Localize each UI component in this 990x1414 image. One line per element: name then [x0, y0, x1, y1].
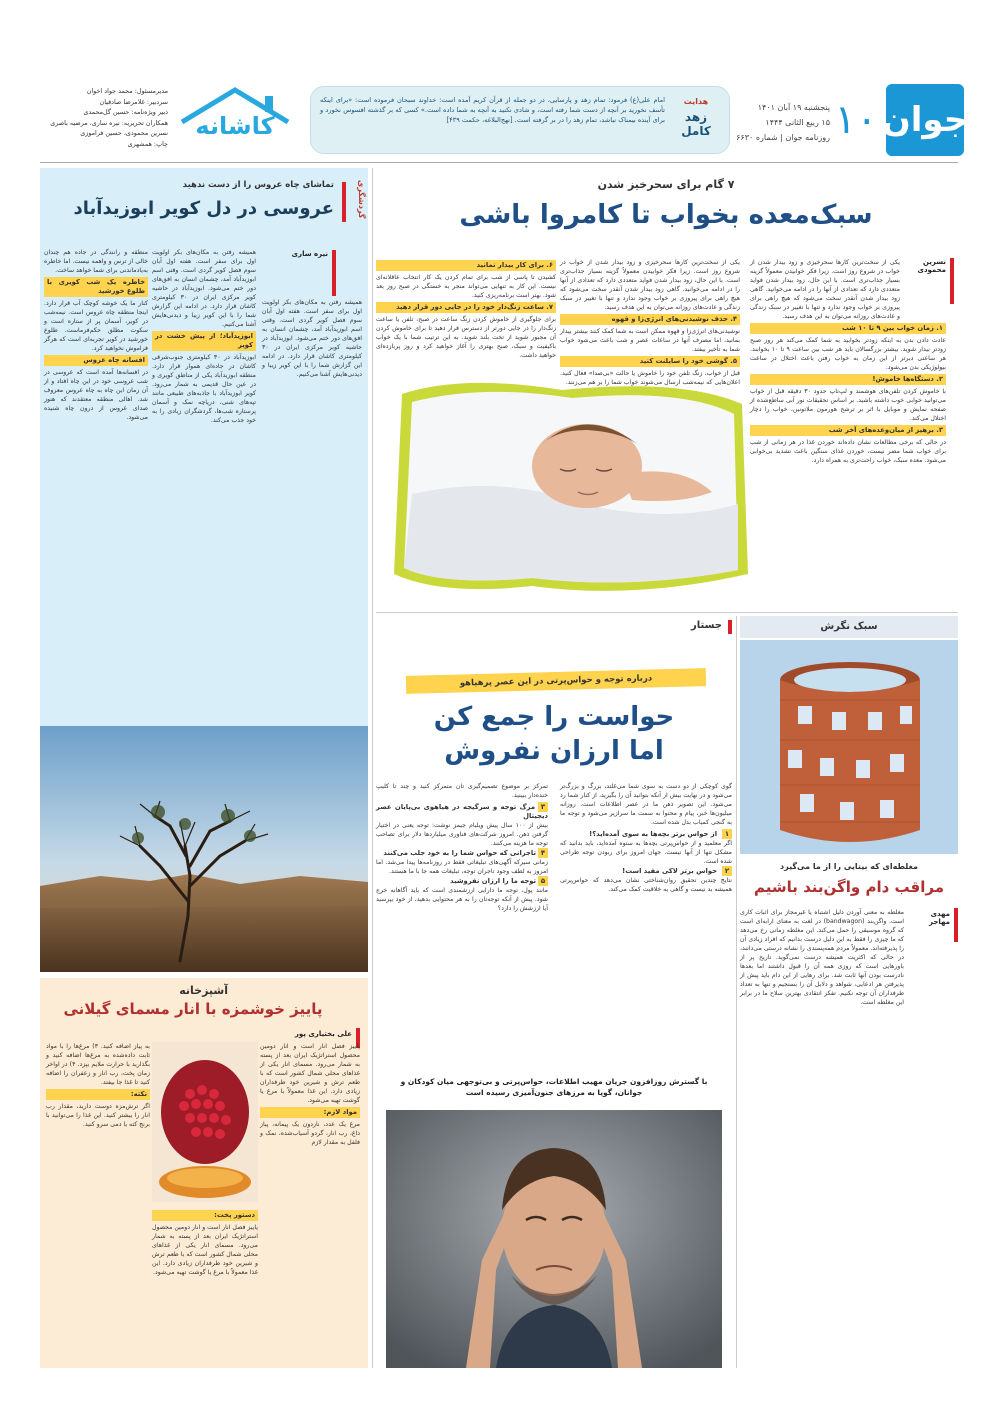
desert-col-middle: [152, 248, 256, 718]
view-kicker: مغلطه‌ای که بینایی را از ما می‌گیرد: [779, 862, 918, 871]
tip-title: ۶. برای کار بیدار نمانید: [376, 260, 556, 271]
credit-line: نسرین محمودی، حسین فراموزی: [80, 129, 168, 137]
sleep-kicker: ۷ گام برای سحرخیز شدن: [597, 178, 735, 191]
focus-col-right: [560, 782, 732, 1072]
focus-body: تمرکز بر موضوع تصمیم‌گیری تان متمرکز کنید و چند تا کلیپ خنده‌دار ببینید.: [376, 783, 548, 799]
tip-title: ۲. دستگاه‌ها خاموش!: [750, 374, 946, 385]
kashaneh-logo: [170, 82, 300, 154]
section-bar: [728, 620, 732, 634]
tip-body: در حالی که برخی مطالعات نشان داده‌اند خوردن غذا در هر زمانی از شب برای خواب شما مضر نیست، خوردن غذای سنگین باعث تشدید بی‌خوابی می‌شود. معده سبک، خواب راحت‌تری به همراه دارد.: [750, 439, 946, 464]
logo-text: جوان: [881, 100, 969, 140]
focus-subhead-4: تاجرانی که حواس شما را به خود جلب می‌کنند: [383, 849, 537, 857]
credit-line: چاپ: همشهری: [127, 139, 168, 148]
focus-col-left: [376, 782, 548, 1072]
desert-col-right: [262, 298, 362, 718]
desert-body: در افسانه‌ها آمده است که عروسی در شب عروسی خود در این چاه افتاد و از آن زمان این چاه به چاه عروس معروف شد. اهالی منطقه معتقدند که هنوز صدای عروس از درون چاه شنیده می‌شود.: [44, 369, 148, 421]
brick-tower-image: [740, 640, 958, 854]
focus-subhead-5: توجه ما را ارزان نفروشید: [450, 877, 537, 885]
item-number: ۱: [722, 829, 732, 839]
tip-title: ۷. ساعت زنگ‌دار خود را در جایی دور قرار دهید: [376, 302, 556, 313]
item-number: ۳: [538, 802, 548, 812]
date-block: [730, 100, 830, 145]
date-line-2: ۱۵ ربیع الثانی ۱۴۴۴: [765, 118, 830, 127]
desert-body: کنار ما یک خوشه کوچک آب قرار دارد. اینجا منطقه چاه عروس است. نیمه‌شب در کویر، آسمان پر از ستاره است و سکوت مطلق حکم‌فرماست. طلوع خورشید در کویر تجربه‌ای است که هرگز فراموش نخواهید کرد.: [44, 300, 148, 352]
view-header: [740, 616, 958, 638]
desert-tree-image: [40, 726, 368, 972]
recipe-col-left: [46, 1042, 150, 1358]
tip-body: عادت دادن بدن به اینکه زودتر بخوابید به شما کمک می‌کند هر روز صبح زودتر بیدار شوید. بیشتر بزرگسالان باید هر شب بین ساعت ۹ تا ۱۰ بخوابند. هر ساعتی دیرتر از این زمان به خواب رفتن باعث اختلال در ساعت بیولوژیکی بدن می‌شود.: [750, 337, 946, 371]
sleep-col-middle: [560, 258, 740, 386]
recipe-ingredients-title: مواد لازم:: [260, 1107, 360, 1118]
focus-body: اگر معلمید و از حواس‌پرتی بچه‌ها به ستوه آمده‌اید، باید بدانید که مشکل تنها از آنها نیست. جهان امروز برای ربودن توجه طراحی شده است.: [560, 840, 732, 865]
tip-title: ۳. برهیز از میان‌وعده‌های آخر شب: [750, 425, 946, 436]
focus-kicker: درباره توجه و حواس‌پرتی در این عصر پرهیاهو: [406, 668, 706, 694]
credit-line: سردبیر: غلامرضا صادقیان: [99, 97, 168, 106]
tip-body: با خاموش کردن تلفن‌های هوشمند و لپ‌تاپ حدود ۳۰ دقیقه قبل از خواب می‌توانید خوابی خوب داشته باشید. بر اساس تحقیقات نور آبی ساطع‌شده از صفحه نمایش و موبایل با اثر بر ترشح هورمون ملاتونین، خواب را دچار اختلال می‌کند.: [750, 388, 946, 422]
view-author: مهدی مهاجر: [929, 910, 950, 926]
date-line-3: روزنامه جوان | شماره ۶۶۳۰: [736, 133, 830, 142]
author-bar: [950, 258, 954, 304]
desert-kicker: تماشای چاه عروس را از دست ندهید: [182, 180, 334, 190]
quote-text: امام علی(ع) فرمود: تمام زهد و پارسایی، در دو جمله از قرآن کریم آمده است: خداوند سبحان فرموده است: «برای اینکه تأسف نخورید بر آنچه از دست شما رفته است، و شادی نکنید به آنچه به شما داده است.» کسی که بر گذشته افسوس نخورد و برای آینده بیمناک نباشد، تمام زهد را در بر گرفته است. [نهج‌البلاغه، حکمت ۴۳۹]: [320, 96, 665, 124]
desert-subhead-2: خاطره یک شب کویری با طلوع خورشید: [44, 277, 148, 297]
tip-body: نوشیدنی‌های انرژی‌زا و قهوه ممکن است به شما کمک کنند بیشتر بیدار بمانید، اما مصرف آنها در ساعات عصر و شب باعث می‌شود خواب شما به تأخیر بیفتد.: [560, 328, 740, 353]
recipe-body: پاییز فصل انار است و انار دومین محصول استراتژیک ایران بعد از پسته به شمار می‌رود. مسمای انار یکی از غذاهای محلی شمال کشور است که با طعم ترش و شیرین خود طرفداران زیادی دارد. این غذا معمولاً با مرغ یا گوشت تهیه می‌شود.: [260, 1043, 360, 1104]
sleep-col-right: [750, 258, 946, 602]
quote-label-top: هدایت: [683, 97, 709, 106]
tip-title: ۵. گوشی خود را سایلنت کنید: [560, 356, 740, 367]
focus-subhead-3: مرگ توجه و سرگیجه در هیاهوی بی‌پایان عصر دیجیتال: [376, 803, 548, 820]
credit-line: همکاران تحریریه: نیره ساری، مرضیه باصری: [50, 118, 168, 127]
item-number: ۵: [538, 876, 548, 886]
date-line-1: پنجشنبه ۱۹ آبان ۱۴۰۱: [757, 103, 830, 112]
recipe-author: علی بختیاری پور: [294, 1030, 352, 1038]
divider: [376, 612, 958, 613]
tip-body: برای جلوگیری از خاموش کردن زنگ ساعت در صبح، تلفن یا ساعت زنگ‌دار را در جایی دورتر از دسترس قرار دهید تا برای خاموش کردن آن مجبور شوید از تخت بلند شوید.: [376, 316, 557, 341]
tip-body: کشیدن تا پاسی از شب برای تمام کردن یک کار انتخاب عاقلانه‌ای نیست. این کار به تنهایی می‌تواند منجر به خستگی در صبح روز بعد شود. بهتر است برنامه‌ریزی کنید.: [376, 274, 556, 299]
divider: [40, 162, 958, 163]
quote-box: [310, 86, 730, 154]
javan-logo: [881, 84, 969, 156]
sleeping-man-image: [382, 374, 756, 600]
desert-title: عروسی در دل کویر ابوزیدآباد: [73, 198, 334, 219]
recipe-ingredients: مرغ یک عدد، ناردون یک پیمانه، پیاز داغ، رب انار، گردو آسیاب‌شده، نمک و فلفل به مقدار لازم: [260, 1121, 360, 1146]
desert-col-left: [44, 248, 148, 718]
focus-section: جستار: [691, 620, 722, 631]
sleeping-man-photo: [382, 374, 756, 600]
item-number: ۴: [538, 848, 548, 858]
quote-label-bottom: زهد کامل: [681, 110, 711, 138]
wagon-photo: [740, 640, 958, 854]
author-bar: [954, 908, 958, 942]
sleep-intro: یکی از سخت‌ترین کارها سحرخیزی و زود بیدار شدن از خواب در شروع روز است. زیرا فکر خوابیدن معمولاً گزینه بسیار جذاب‌تری است. با این حال، زود بیدار شدن فواید متعددی دارد که تعدادی از آنها را در ادامه می‌خوانید. گاهی زود بیدار شدن آنقدر سخت می‌شود که هیچ راهی برای پیروزی بر خواب وجود ندارد و تنها با تغییر در سبک زندگی و عادت‌های روزانه می‌توان به این هدف رسید.: [560, 259, 740, 311]
item-number: ۲: [722, 866, 732, 876]
page-number: ۱۰: [834, 97, 878, 143]
desert-subhead-3: افسانه چاه عروس: [44, 355, 148, 366]
sleep-title: سبک‌معده بخواب تا کامروا باشی: [459, 200, 873, 230]
sleep-tail: به این ترتیب شما با یک خواب باکیفیت و سبک، صبح بهتری را آغاز خواهید کرد و روز پربازده‌ای خواهید داشت.: [376, 334, 556, 359]
view-body: [740, 908, 950, 1370]
sleep-intro: یکی از سخت‌ترین کارها سحرخیزی و زود بیدار شدن از خواب در شروع روز است. زیرا فکر خوابیدن معمولاً گزینه بسیار جذاب‌تری است. با این حال، زود بیدار شدن فواید متعددی دارد که تعدادی از آنها را در ادامه می‌خوانید. گاهی زود بیدار شدن آنقدر سخت می‌شود که هیچ راهی برای پیروزی بر خواب وجود ندارد و تنها با تغییر در سبک زندگی و عادت‌های روزانه می‌توان به این هدف رسید.: [750, 259, 900, 320]
desert-body: همیشه رفتن به مکان‌های بکر اولویت اول برای سفر است. هفته اول آبان سوم فصل کویر گردی است. وقتی اسم ابوزیدآباد آمد، چشمان انسان به افق‌های دور ختم می‌شود. ابوزیدآباد در حاشیه کویر مرکزی ایران در ۳۰ کیلومتری کاشان قرار دارد. در ادامه این گزارش شما را با این کویر زیبا و دیدنی‌هایش آشنا می‌کنیم.: [152, 249, 256, 328]
divider: [372, 168, 373, 1368]
pomegranate-photo: [152, 1042, 258, 1202]
quote-label: [671, 97, 721, 138]
focus-subhead-1: از حواس برتر بچه‌ها به سوی آمده‌اید؟!: [589, 830, 718, 838]
desert-body: منطقه و رانندگی در جاده هم چندان خالی از ترس و واهمه نیست. اما خاطره به‌یادماندنی برای شما خواهد ساخت.: [44, 249, 148, 274]
divider: [736, 616, 737, 1368]
focus-body: گوی کوچکی از دو دست به سوی شما می‌غلتد، بزرگ و بزرگ‌تر می‌شود و در نهایت بیش از آنکه بتوانید آن را بگیرید، از کنار شما رد می‌شود. این تصویر ذهن ما در عصر اطلاعات است. روزانه میلیون‌ها خبر، پیام و محتوا به سمت ما سرازیر می‌شود و توجه ما به گنجی کمیاب بدل شده است.: [560, 783, 732, 826]
recipe-col-middle: [152, 1208, 258, 1358]
focus-body: زمانی سیرکه آگهی‌های تبلیغاتی فقط در روزنامه‌ها پیدا می‌شد. اما امروز به لطف وجود تاجران توجه، تبلیغات همه جا با ما هستند.: [376, 859, 548, 875]
view-body-text: مغلطه به معنی آوردن دلیل اشتباه یا غیرمجاز برای اثبات کاری است. واگن‌بند (bandwagon) در لغت به معنای ارابه‌ای است که گروه موسیقی را حمل می‌کند. این مغلطه زمانی رخ می‌دهد که ما چیزی را فقط به این دلیل درست بدانیم که افراد زیادی آن را پذیرفته‌اند. معمولاً مردم همه‌پسندی را نشانه درستی می‌دانند، در حالی که اکثریت همیشه درست نمی‌گوید. تاریخ پر از باورهایی است که روزی همه آن را قبول داشتند اما بعدها نادرست بودن آنها ثابت شد. برای رهایی از این دام باید پیش از پذیرفتن هر ادعایی، شواهد و دلایل آن را بسنجیم و تنها به تعداد طرفداران آن توجه نکنیم. تفکر انتقادی بهترین سلاح ما در برابر این مغلطه است.: [740, 909, 904, 1006]
view-article: [740, 616, 958, 1370]
tip-title: ۴. حذف نوشیدنی‌های انرژی‌زا و قهوه: [560, 314, 740, 325]
focus-title-2: اما ارزان نفروش: [444, 736, 664, 766]
sleep-article: [376, 168, 958, 608]
sleep-author: نسرین محمودی: [917, 258, 946, 274]
recipe-title: پاییز خوشمزه با انار مسمای گیلانی: [63, 1000, 323, 1018]
recipe-steps-title: دستور پخت:: [152, 1210, 258, 1221]
recipe-body: پاییز فصل انار است و انار دومین محصول استراتژیک ایران بعد از پسته به شمار می‌رود. مسمای انار یکی از غذاهای محلی شمال کشور است که با طعم ترش و شیرین خود طرفداران زیادی دارد. این غذا معمولاً با مرغ یا گوشت تهیه می‌شود.: [152, 1224, 258, 1276]
focus-title-1: حواست را جمع کن: [433, 702, 675, 732]
author-bar: [332, 250, 336, 296]
recipe-article: [40, 978, 368, 1368]
accent-bar: [342, 182, 346, 222]
focus-body: مانند پول، توجه ما دارایی ارزشمندی است که باید آگاهانه خرج شود. پیش از آنکه توجه‌تان را به هر محتوایی بدهید، از خود بپرسید آیا ارزشش را دارد؟: [376, 887, 548, 912]
focus-caption: با گسترش روزافزون جریان مهیب اطلاعات، حواس‌پرتی و بی‌توجهی میان کودکان و جوانان، گویا به مرزهای جنون‌آمیزی رسیده است: [400, 1077, 708, 1097]
kashaneh-text: کاشانه: [195, 112, 275, 140]
focus-subhead-2: حواس برتر لاکی مفید است!: [622, 867, 718, 875]
view-section: سبک نگرش: [820, 621, 878, 632]
pomegranate-image: [152, 1042, 258, 1202]
desert-photo: [40, 726, 368, 972]
focus-body: نتایج چندین تحقیق روان‌شناختی نشان می‌دهد که حواس‌پرتی همیشه بد نیست و گاهی به خلاقیت کمک می‌کند.: [560, 877, 732, 893]
desert-body: همیشه رفتن به مکان‌های بکر اولویت اول برای سفر است. هفته اول آبان سوم فصل کویر گردی است. وقتی اسم ابوزیدآباد آمد، چشمان انسان به افق‌های دور ختم می‌شود. ابوزیدآباد در حاشیه کویر مرکزی ایران در ۳۰ کیلومتری کاشان قرار دارد. در ادامه این گزارش شما را با این کویر زیبا و دیدنی‌هایش آشنا می‌کنیم.: [262, 299, 362, 378]
recipe-tips: اگر ترش‌مزه دوست دارید، مقدار رب انار را بیشتر کنید. این غذا را می‌توانید با برنج کته یا دمی سرو کنید.: [46, 1103, 150, 1128]
recipe-section: آشپزخانه: [179, 984, 228, 997]
recipe-tips-title: نکته:: [46, 1089, 150, 1100]
credit-line: دبیر ویژه‌نامه: حسین گل‌محمدی: [83, 108, 168, 116]
credit-line: مدیرمسئول: محمد جواد اخوان: [86, 87, 168, 95]
masthead: [0, 0, 990, 160]
focus-body: بیش از ۱۰۰ سال پیش ویلیام جیمز نوشت: توجه یعنی در اختیار گرفتن ذهن. امروز شرکت‌های فناوری میلیاردها دلار برای تصاحب توجه ما هزینه می‌کنند.: [376, 822, 548, 847]
stressed-man-image: [386, 1110, 722, 1368]
tip-title: ۱. زمان خواب بین ۹ تا ۱۰ شب: [750, 323, 946, 334]
stressed-man-photo: [386, 1110, 722, 1368]
credits: [40, 86, 168, 149]
sleep-col-left: [376, 258, 556, 370]
view-title: مراقب دام واگن‌بند باشیم: [754, 878, 944, 896]
section-label: گردشگری: [357, 180, 366, 219]
recipe-col-right: [260, 1042, 360, 1358]
desert-body: ابوزیدآباد در ۳۰ کیلومتری جنوب‌شرقی کاشان در جاده‌ای هموار قرار دارد. منطقه ابوزیدآباد یکی از مناطق کویری و در عین حال قدیمی به شمار می‌رود. کویر ابوزیدآباد با جاذبه‌های طبیعی مانند تپه‌های شنی، دریاچه نمک و آسمان پرستاره شب‌ها، گردشگران زیادی را به خود جذب می‌کند.: [152, 354, 256, 424]
desert-article: [40, 168, 368, 972]
desert-author: نیره ساری: [291, 250, 328, 258]
recipe-body: به پیاز اضافه کنید. ۳) مرغ‌ها را با مواد ثابت داده‌شده به مرغ‌ها اضافه کنید و بگذارید با حرارت ملایم بپزد. ۴) در اواخر زمان پخت، رب انار و زعفران را اضافه کنید تا غذا جا بیفتد.: [46, 1043, 150, 1086]
focus-article: [376, 616, 732, 1370]
desert-subhead-1: ابوزیدآباد؛ از پیش خشت در کویر: [152, 331, 256, 351]
tip-body: قبل از خواب، زنگ تلفن خود را خاموش یا حالت «بی‌صدا» فعال کنید. اعلان‌هایی که نیمه‌شب ارسال می‌شوند خواب شما را بر هم می‌زنند.: [560, 370, 740, 386]
